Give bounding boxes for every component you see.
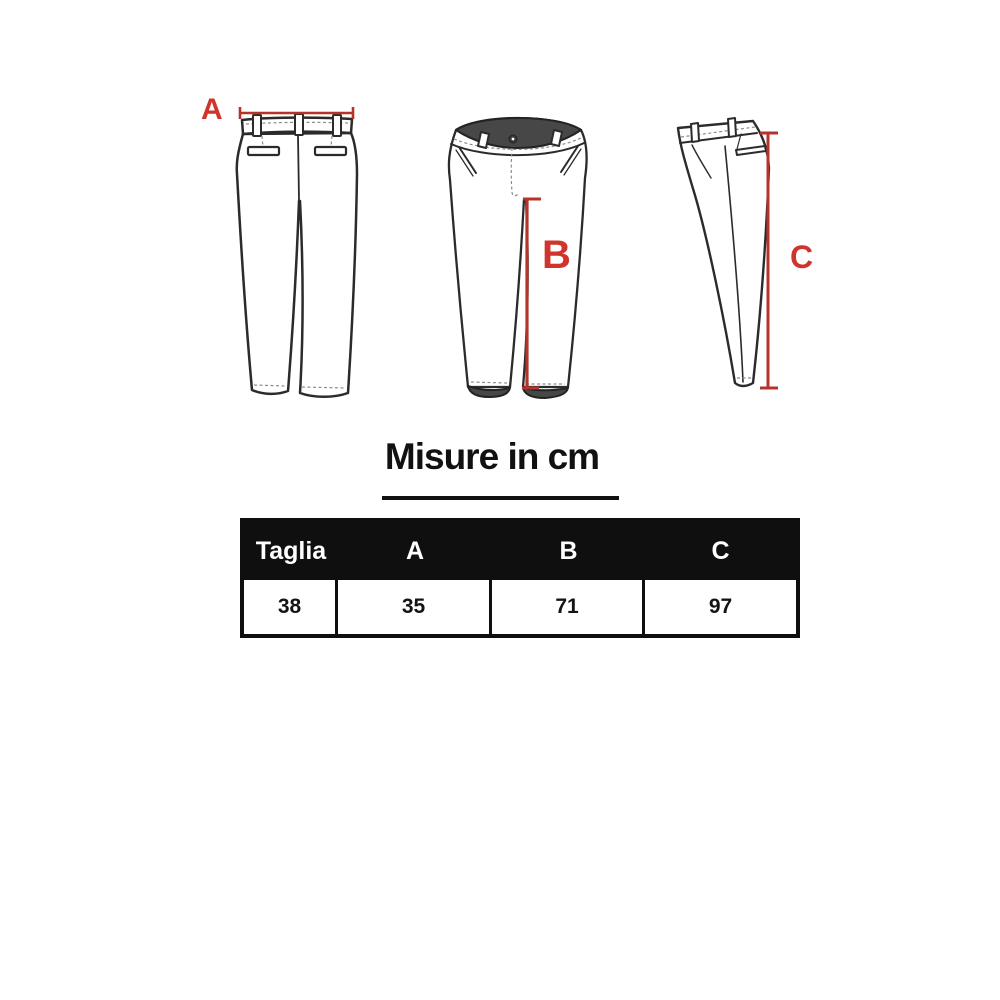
page-title: Misure in cm	[384, 436, 600, 477]
title-underline	[382, 496, 619, 500]
size-value-c: 97	[708, 595, 733, 618]
size-table-header-b: B	[559, 536, 578, 565]
size-value-taglia: 38	[244, 580, 338, 634]
belt-loop	[295, 114, 303, 135]
belt-loop	[551, 130, 562, 146]
size-value-b: 71	[492, 580, 645, 634]
belt-loop	[728, 118, 736, 137]
back-pocket	[248, 147, 279, 155]
pants-front-view-drawing	[440, 100, 615, 400]
measure-label-a: A	[201, 93, 223, 126]
pants-back-view-drawing	[195, 95, 375, 405]
pants-back-silhouette	[237, 133, 357, 397]
measure-label-b: B	[542, 233, 571, 277]
size-table	[240, 518, 800, 638]
back-pocket	[315, 147, 346, 155]
size-table-header-a: A	[405, 536, 425, 565]
waist-button-hole	[512, 138, 515, 141]
belt-loop	[253, 115, 261, 136]
measure-label-c: C	[790, 239, 814, 275]
size-table-header-c: C	[711, 536, 730, 565]
size-table-row	[244, 580, 796, 634]
pants-side-silhouette	[678, 121, 769, 386]
belt-loop	[478, 132, 489, 148]
belt-loop	[691, 123, 699, 142]
back-seam-line	[298, 136, 299, 200]
size-table-header-taglia: Taglia	[255, 536, 327, 565]
size-table-header-row	[244, 522, 796, 580]
size-value-a: 35	[338, 580, 492, 634]
belt-loop	[333, 115, 341, 136]
